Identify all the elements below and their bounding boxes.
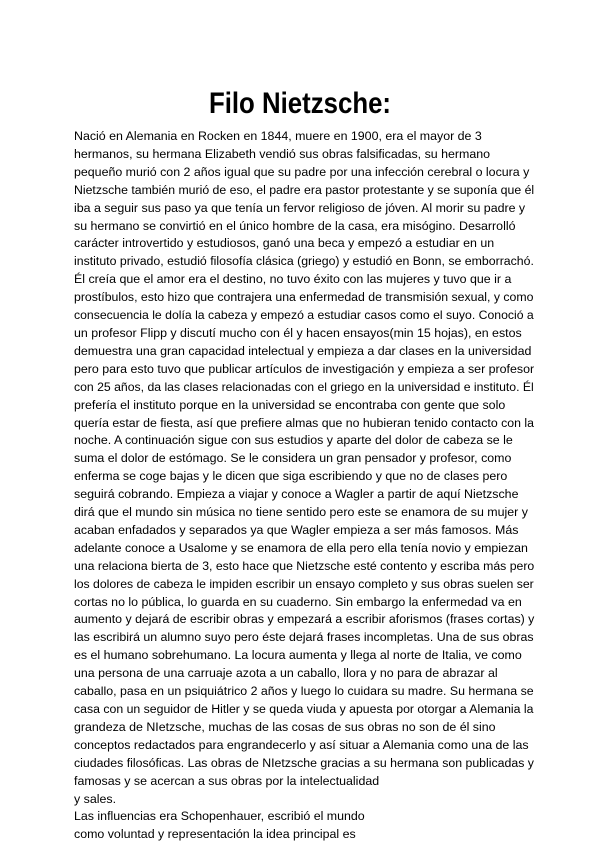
text-line: famosas y se acercan a sus obras por la intelectualidad: [74, 773, 380, 788]
text-line: prostíbulos, esto hizo que contrajera una enfermedad de transmisión sexual, y como: [74, 290, 534, 305]
text-line: como voluntad y representación la idea principal es: [74, 827, 356, 842]
text-line: y sales.: [74, 791, 117, 806]
text-line: los dolores de cabeza le impiden escribir un ensayo completo y sus obras suelen ser: [74, 576, 534, 591]
body-text: [74, 128, 534, 844]
text-line: carácter introvertido y estudiosos, ganó una beca y empezó a estudiar en un: [74, 236, 495, 251]
text-line: casa con un seguidor de Hitler y se queda viuda y apuesta por otorgar a Alemania la: [74, 702, 534, 716]
text-line: Nietzsche también murió de eso, el padre era pastor protestante y se suponía que él: [74, 182, 535, 197]
text-line: un profesor Flipp y discutí mucho con él y hacen ensayos(min 15 hojas), en estos: [74, 325, 522, 340]
text-line: demuestra una gran capacidad intelectual y empieza a dar clases en la universidad: [74, 343, 532, 358]
text-line: una relaciona bierta de 3, esto hace que Nietzsche esté contento y escriba más pero: [74, 558, 535, 573]
page-title: Filo Nietzsche:: [208, 87, 392, 120]
text-line: consecuencia le dolía la cabeza y empezó a estudiar casos como el suyo. Conoció a: [74, 308, 534, 323]
text-line: aumento y dejará de escribir obras y empezará a escribir aforismos (frases cortas) y: [74, 612, 535, 627]
text-line: pequeño murió con 2 años igual que su padre por una infección cerebral o locura y: [74, 164, 530, 179]
text-line: instituto privado, estudió filosofía clásica (griego) y estudió en Bonn, se emborrachó.: [74, 254, 534, 269]
text-line: grandeza de NIetzsche, muchas de las cosas de sus obras no son de él sino: [74, 719, 496, 734]
text-line: caballo, pasa en un psiquiátrico 2 años y luego lo cuidara su madre. Su hermana se: [74, 684, 534, 699]
text-line: con 25 años, da las clases relacionadas con el griego en la universidad e instituto. Él: [74, 379, 534, 394]
text-line: iba a seguir sus paso ya que tenía un fervor religioso de jóven. Al morir su padre y: [74, 200, 526, 215]
text-line: es el humano sobrehumano. La locura aumenta y llega al norte de Italia, ve como: [74, 648, 522, 663]
text-line: su hermano se convirtió en el único hombre de la casa, era misógino. Desarrolló: [74, 218, 516, 233]
text-line: las escribirá un alumno suyo pero éste dejará frases incompletas. Una de sus obras: [74, 630, 534, 645]
text-line: cortas no lo pública, lo guarda en su cuaderno. Sin embargo la enfermedad va en: [74, 594, 522, 609]
text-line: noche. A continuación sigue con sus estudios y aparte del dolor de cabeza se le: [74, 433, 513, 448]
text-line: Él creía que el amor era el destino, no tuvo éxito con las mujeres y tuvo que ir a: [74, 272, 512, 287]
text-line: Nació en Alemania en Rocken en 1844, muere en 1900, era el mayor de 3: [74, 129, 482, 143]
text-line: una persona de una carruaje azota a un caballo, llora y no para de abrazar al: [74, 666, 498, 681]
text-line: enferma se coge bajas y le dicen que siga escribiendo y que no de clases pero: [74, 469, 508, 484]
text-line: conceptos redactados para engrandecerlo y así situar a Alemania como una de las: [74, 737, 529, 752]
text-line: Las influencias era Schopenhauer, escribió el mundo: [74, 809, 365, 824]
text-line: seguirá cobrando. Empieza a viajar y conoce a Wagler a partir de aquí Nietzsche: [74, 487, 519, 502]
text-line: suma el dolor de estómago. Se le considera un gran pensador y profesor, como: [74, 451, 512, 466]
text-line: prefería el instituto porque en la universidad se encontraba con gente que solo: [74, 397, 506, 412]
text-line: dirá que el mundo sin música no tiene sentido pero este se enamora de su mujer y: [74, 505, 528, 520]
text-line: quería estar de fiesta, así que prefiere almas que no hubieran tenido contacto con la: [74, 415, 534, 430]
text-line: acaban enfadados y separados ya que Wagler empieza a ser más famosos. Más: [74, 522, 519, 537]
text-line: hermanos, su hermana Elizabeth vendió sus obras falsificadas, su hermano: [74, 146, 490, 161]
text-line: pero para esto tuvo que publicar artículos de investigación y empieza a ser profesor: [74, 361, 535, 376]
text-line: adelante conoce a Usalome y se enamora de ella pero ella tenía novio y empiezan: [74, 540, 528, 555]
text-line: ciudades filosóficas. Las obras de NIetzsche gracias a su hermana son publicadas y: [74, 755, 534, 770]
